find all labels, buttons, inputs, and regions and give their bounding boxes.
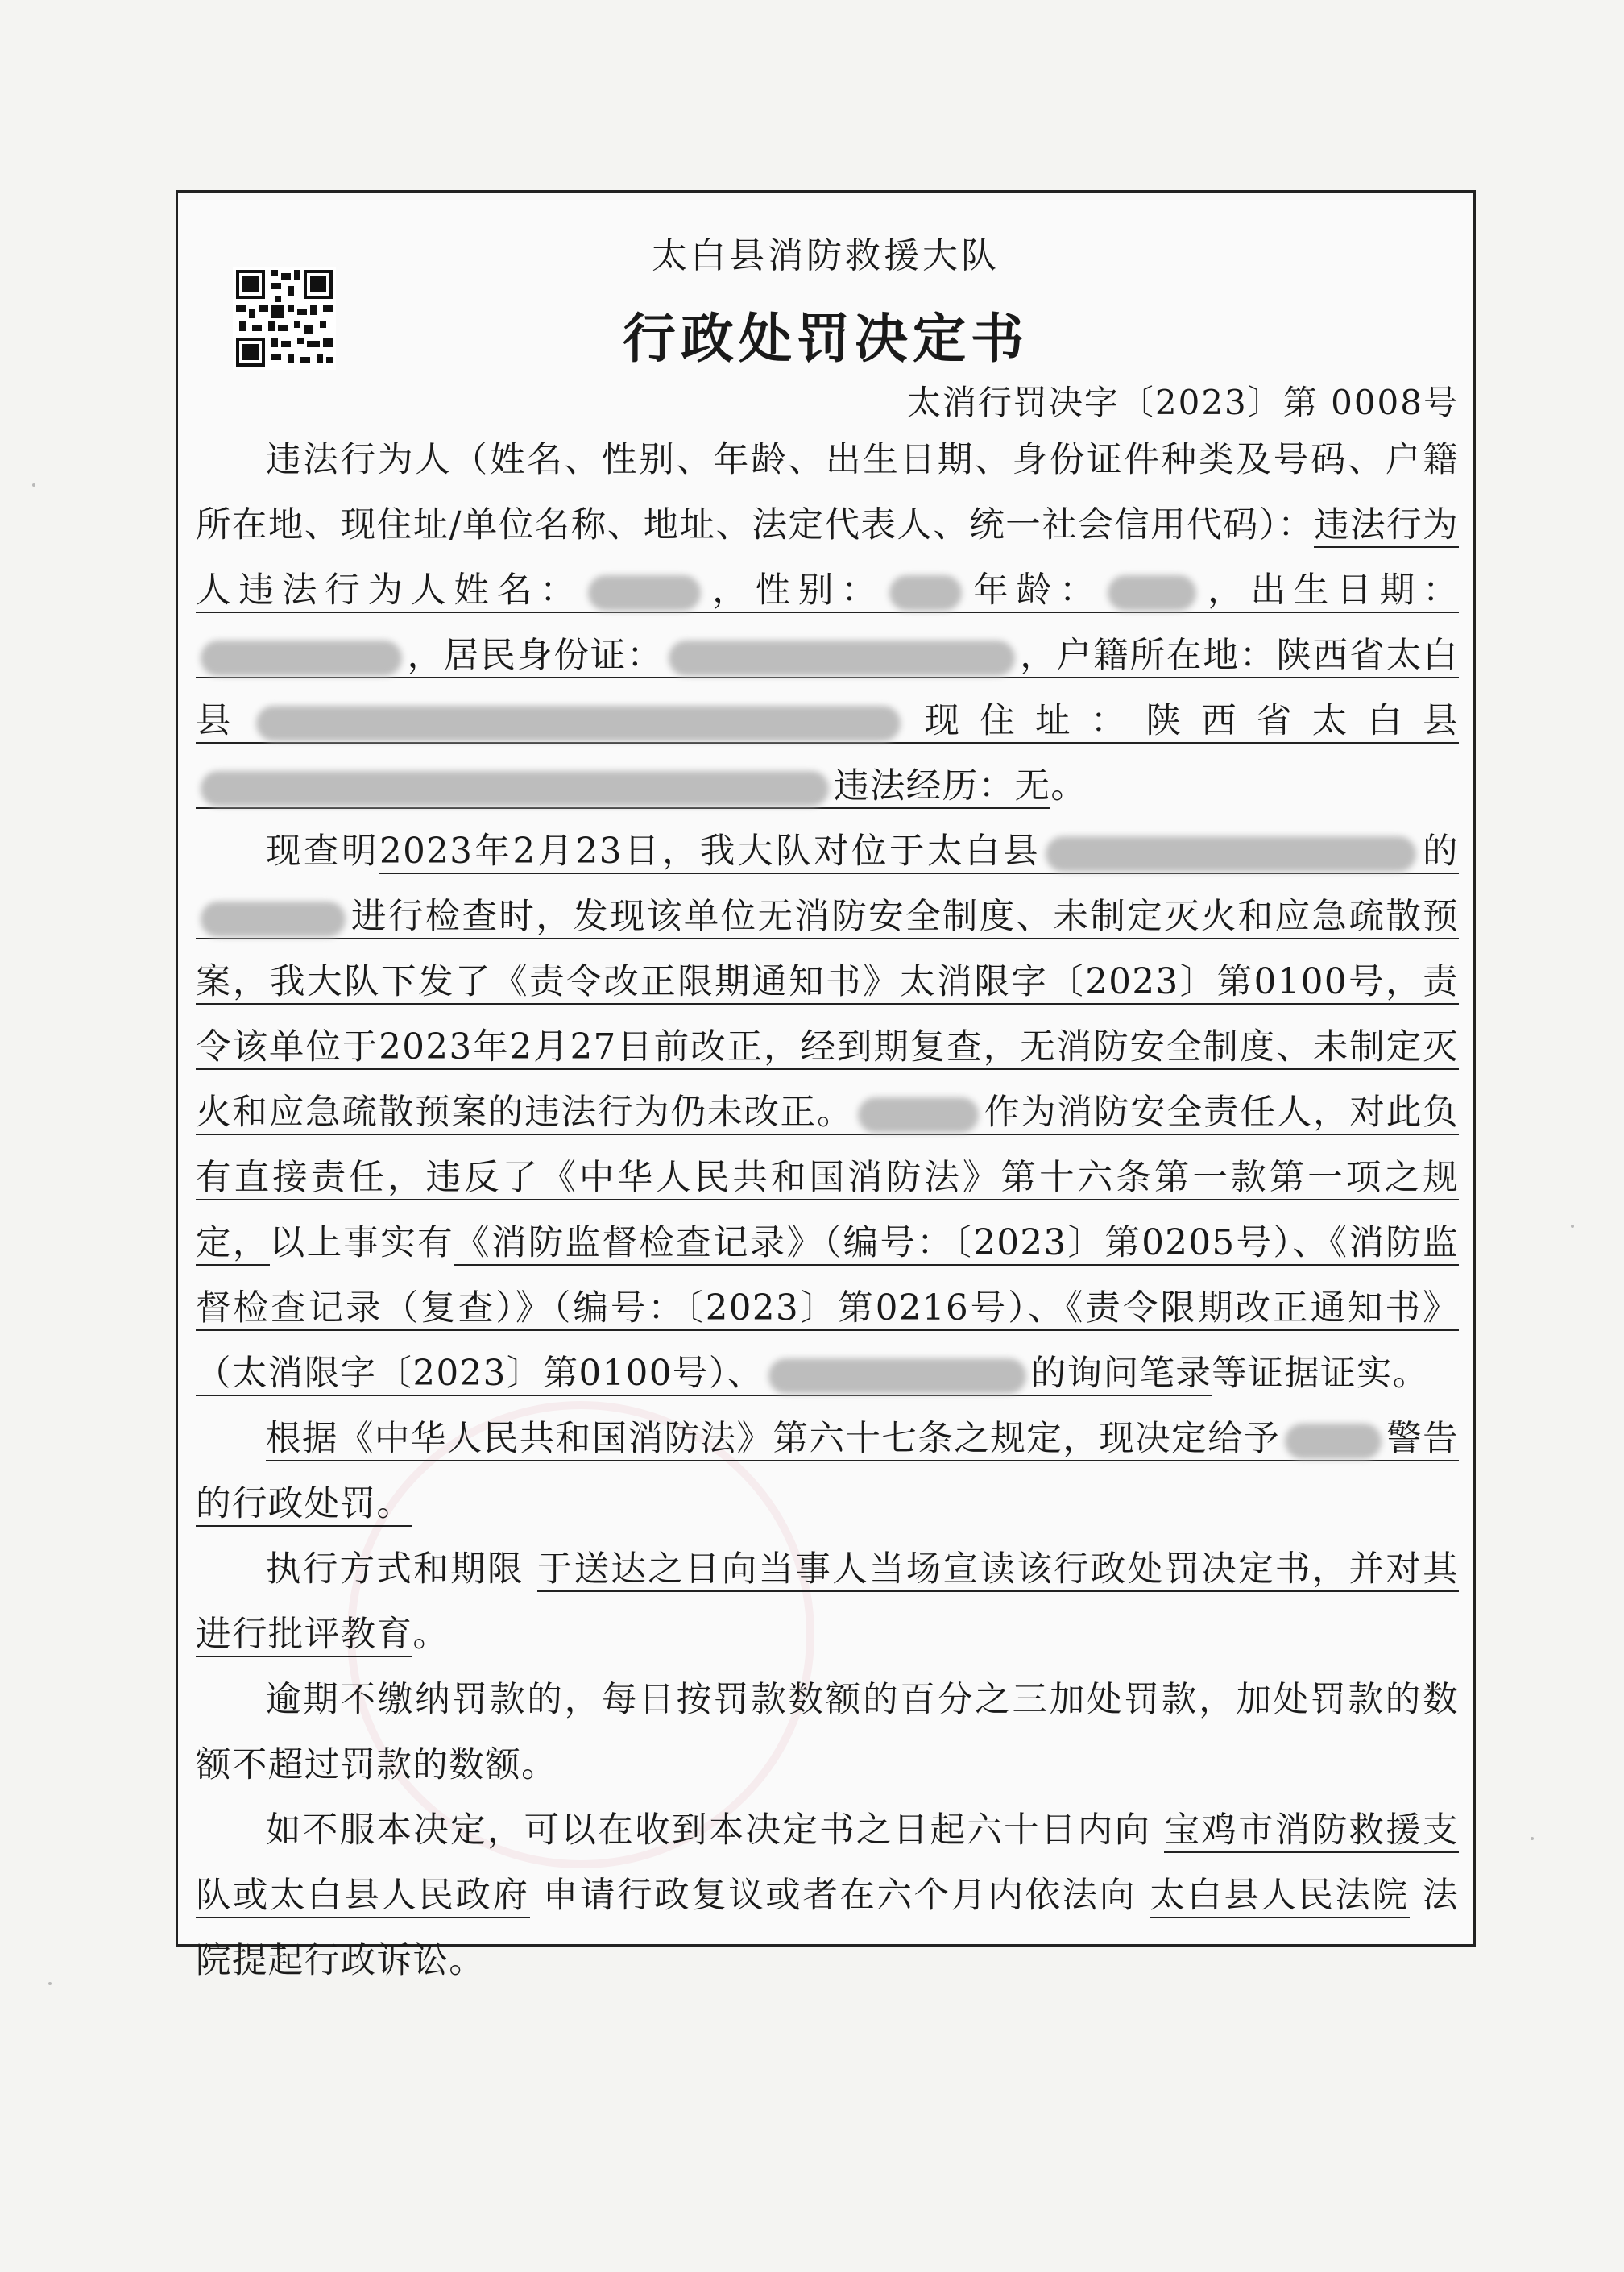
party-gender-label: ，性别： bbox=[705, 570, 884, 611]
overdue-paragraph bbox=[196, 1668, 1459, 1798]
document-title: 行政处罚决定书 bbox=[623, 307, 1029, 370]
scan-speck bbox=[1531, 1837, 1534, 1840]
scan-speck bbox=[48, 1982, 52, 1985]
party-history-value: 无 bbox=[1014, 766, 1051, 806]
agency-name: 太白县消防救援大队 bbox=[652, 235, 1000, 276]
party-details bbox=[196, 505, 1459, 809]
facts-evidence: 《消防监督检查记录》（编号：〔2023〕第0205号）、《消防监督检查记录（复查）》（编号：〔2023〕第0216号）、《责令限期改正通知书》（太消限字〔2023〕第0100号）、 bbox=[196, 1223, 1459, 1394]
redacted-birthdate bbox=[201, 641, 402, 676]
redacted-residence-address bbox=[201, 771, 829, 806]
facts-text-1: 的 bbox=[1421, 831, 1460, 872]
scan-speck bbox=[32, 483, 35, 487]
appeal-paragraph bbox=[196, 1798, 1459, 1994]
party-birth-label: ，出生日期： bbox=[1200, 570, 1459, 611]
facts-paragraph bbox=[196, 819, 1459, 1407]
redacted-responsible-person bbox=[858, 1097, 979, 1133]
execution-end: 。 bbox=[412, 1615, 450, 1655]
party-history-label: 违法经历： bbox=[834, 766, 1015, 806]
decision-text: 根据《中华人民共和国消防法》第六十七条之规定，现决定给予 bbox=[266, 1419, 1281, 1459]
document-frame bbox=[176, 190, 1476, 1981]
redacted-age bbox=[1108, 575, 1196, 611]
party-id-label: ，居民身份证： bbox=[407, 636, 664, 676]
redacted-unit-name bbox=[201, 902, 346, 937]
execution-paragraph bbox=[196, 1537, 1459, 1668]
party-household-label: ，户籍所在地： bbox=[1019, 636, 1277, 676]
party-intro: 违法行为人（姓名、性别、年龄、出生日期、身份证件种类及号码、户籍所在地、现住址/单位名称、地址、法定代表人、统一社会信用代码）： bbox=[196, 440, 1459, 545]
scan-speck bbox=[1571, 1225, 1574, 1228]
decision-paragraph bbox=[196, 1407, 1459, 1537]
redacted-recipient bbox=[1285, 1424, 1382, 1459]
party-name-label: 违法行为人违法行为人姓名： bbox=[196, 505, 1459, 611]
decision-penalty: 警告的行政处罚。 bbox=[196, 1419, 1459, 1524]
redacted-id-number bbox=[669, 641, 1015, 676]
appeal-text-2: 申请行政复议或者在六个月内依法向 bbox=[542, 1876, 1137, 1916]
facts-text-3: 作为消防安全责任人，对此负有直接责任，违反了《中华人民共和国消防法》第十六条第一款第一项之规定， bbox=[196, 1092, 1460, 1263]
appeal-review-body: 宝鸡市消防救援支队或太白县人民政府 bbox=[196, 1810, 1459, 1918]
execution-label: 执行方式和期限 bbox=[266, 1549, 524, 1590]
appeal-text-3: 法院提起行政诉讼。 bbox=[196, 1876, 1459, 1981]
party-paragraph bbox=[196, 428, 1459, 819]
facts-text-2: 进行检查时，发现该单位无消防安全制度、未制定灭火和应急疏散预案，我大队下发了《责令改正限期通知书》太消限字〔2023〕第0100号，责令该单位于2023年2月27日前改正，经到期复查，无消防安全制度、未制定灭火和应急疏散预案的违法行为仍未改正。 bbox=[196, 897, 1459, 1133]
redacted-location bbox=[1046, 836, 1416, 872]
party-end: 。 bbox=[1050, 766, 1088, 806]
party-residence-value: 陕西省太白县 bbox=[1146, 701, 1459, 741]
facts-evidence-tail: 的询问笔录 bbox=[1030, 1354, 1212, 1394]
party-age-label: 年龄： bbox=[966, 570, 1103, 611]
facts-text-4: 以上事实有 bbox=[269, 1223, 454, 1263]
document-body bbox=[196, 428, 1459, 1994]
facts-details bbox=[196, 831, 1459, 1266]
redacted-name bbox=[588, 575, 701, 611]
overdue-text: 逾期不缴纳罚款的，每日按罚款数额的百分之三加处罚款，加处罚款的数额不超过罚款的数额。 bbox=[196, 1680, 1459, 1785]
party-residence-label: 现住址： bbox=[905, 701, 1146, 741]
facts-date: 2023年2月23日，我大队对位于太白县 bbox=[379, 831, 1041, 872]
facts-text-5: 等证据证实。 bbox=[1212, 1354, 1429, 1394]
execution-value: 于送达之日向当事人当场宣读该行政处罚决定书，并对其进行批评教育 bbox=[196, 1549, 1459, 1657]
redacted-household-address bbox=[256, 706, 901, 741]
facts-lead: 现查明 bbox=[266, 831, 380, 872]
redacted-gender bbox=[889, 575, 962, 611]
appeal-text-1: 如不服本决定，可以在收到本决定书之日起六十日内向 bbox=[266, 1810, 1152, 1851]
party-household-value: 陕西省太白县 bbox=[196, 636, 1459, 741]
document-number: 太消行罚决字〔2023〕第 0008号 bbox=[906, 383, 1459, 422]
redacted-witness bbox=[768, 1358, 1026, 1394]
decision-block bbox=[196, 1419, 1459, 1527]
appeal-court: 太白县人民法院 bbox=[1150, 1876, 1409, 1918]
